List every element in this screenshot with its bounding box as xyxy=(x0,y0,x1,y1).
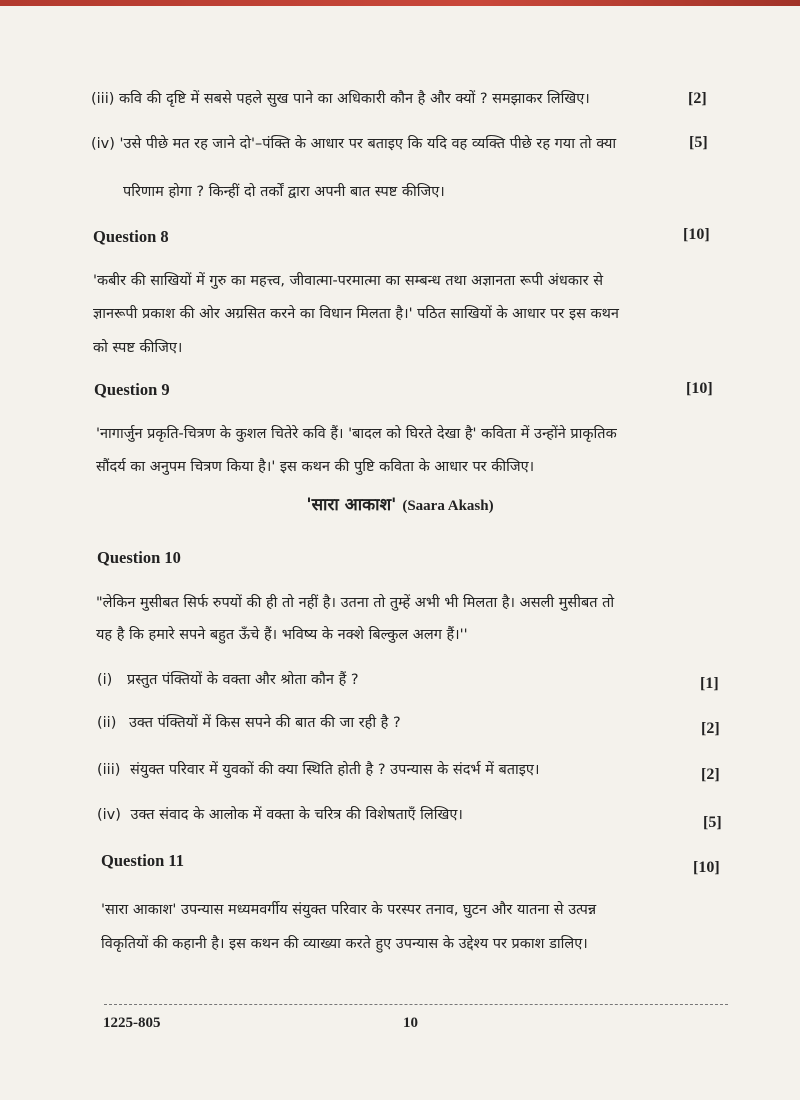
question-10-quote-line2: यह है कि हमारे सपने बहुत ऊँचे हैं। भविष्य के नक्शे बिल्कुल अलग हैं।'' xyxy=(96,627,468,643)
part-text: प्रस्तुत पंक्तियों के वक्ता और श्रोता कौन हैं ? xyxy=(126,672,359,688)
part-label: (iv) xyxy=(97,807,121,823)
question-part-iv-line2: परिणाम होगा ? किन्हीं दो तर्कों द्वारा अपनी बात स्पष्ट कीजिए। xyxy=(123,184,445,200)
question-part-iv-line1: (iv) 'उसे पीछे मत रह जाने दो'–पंक्ति के आधार पर बताइए कि यदि वह व्यक्ति पीछे रह गया तो क्या xyxy=(91,136,617,152)
part-label: (iii) xyxy=(97,762,121,778)
page-top-edge xyxy=(0,0,800,6)
part-text: उक्त पंक्तियों में किस सपने की बात की जा रही है ? xyxy=(128,715,401,731)
part-text: उक्त संवाद के आलोक में वक्ता के चरित्र की विशेषताएँ लिखिए। xyxy=(130,807,463,823)
question-9-heading: Question 9 xyxy=(94,380,170,399)
question-10-part-iv xyxy=(97,808,463,823)
question-8-line3: को स्पष्ट कीजिए। xyxy=(93,340,183,356)
paper-code: 1225-805 xyxy=(103,1015,161,1031)
question-10-part-ii-marks: [2] xyxy=(701,720,720,737)
question-9-line2: सौंदर्य का अनुपम चित्रण किया है।' इस कथन की पुष्टि कविता के आधार पर कीजिए। xyxy=(96,459,535,475)
question-part-iii-text: (iii) कवि की दृष्टि में सबसे पहले सुख पाने का अधिकारी कौन है और क्यों ? समझाकर लिखिए। xyxy=(91,91,590,107)
question-9-marks: [10] xyxy=(686,380,713,397)
section-title xyxy=(0,497,800,514)
question-9-line1: 'नागार्जुन प्रकृति-चित्रण के कुशल चितेरे कवि हैं। 'बादल को घिरते देखा है' कविता में उन्होंने प्राकृतिक xyxy=(96,426,617,442)
question-10-part-iii-marks: [2] xyxy=(701,766,720,783)
question-10-part-iv-marks: [5] xyxy=(703,814,722,831)
question-10-heading: Question 10 xyxy=(97,548,181,567)
question-8-line2: ज्ञानरूपी प्रकाश की ओर अग्रसित करने का विधान मिलता है।' पठित साखियों के आधार पर इस कथन xyxy=(93,306,619,322)
question-10-part-ii xyxy=(97,716,401,731)
question-8-marks: [10] xyxy=(683,226,710,243)
section-title-hindi: 'सारा आकाश' xyxy=(306,495,397,515)
part-label: (i) xyxy=(97,672,113,688)
question-10-part-i-marks: [1] xyxy=(700,675,719,692)
question-11-line2: विकृतियों की कहानी है। इस कथन की व्याख्या करते हुए उपन्यास के उद्देश्य पर प्रकाश डालिए। xyxy=(101,936,588,952)
part-text: संयुक्त परिवार में युवकों की क्या स्थिति होती है ? उपन्यास के संदर्भ में बताइए। xyxy=(130,762,540,778)
question-part-iv-marks: [5] xyxy=(689,134,708,151)
question-11-line1: 'सारा आकाश' उपन्यास मध्यमवर्गीय संयुक्त परिवार के परस्पर तनाव, घुटन और यातना से उत्पन्न xyxy=(101,902,597,918)
question-8-heading: Question 8 xyxy=(93,227,169,246)
page-number: 10 xyxy=(403,1015,418,1031)
question-10-part-iii xyxy=(97,763,539,778)
part-label: (ii) xyxy=(97,715,117,731)
question-8-line1: 'कबीर की साखियों में गुरु का महत्त्व, जीवात्मा-परमात्मा का सम्बन्ध तथा अज्ञानता रूपी अंधकार से xyxy=(93,273,604,289)
question-part-iii-marks: [2] xyxy=(688,90,707,107)
question-11-heading: Question 11 xyxy=(101,851,184,870)
question-10-part-i xyxy=(97,673,359,688)
footer-divider xyxy=(104,1004,728,1005)
section-title-english: (Saara Akash) xyxy=(402,498,494,514)
question-11-marks: [10] xyxy=(693,859,720,876)
question-10-quote-line1: "लेकिन मुसीबत सिर्फ रुपयों की ही तो नहीं है। उतना तो तुम्हें अभी भी मिलता है। असली मुसीबत तो xyxy=(96,595,615,611)
